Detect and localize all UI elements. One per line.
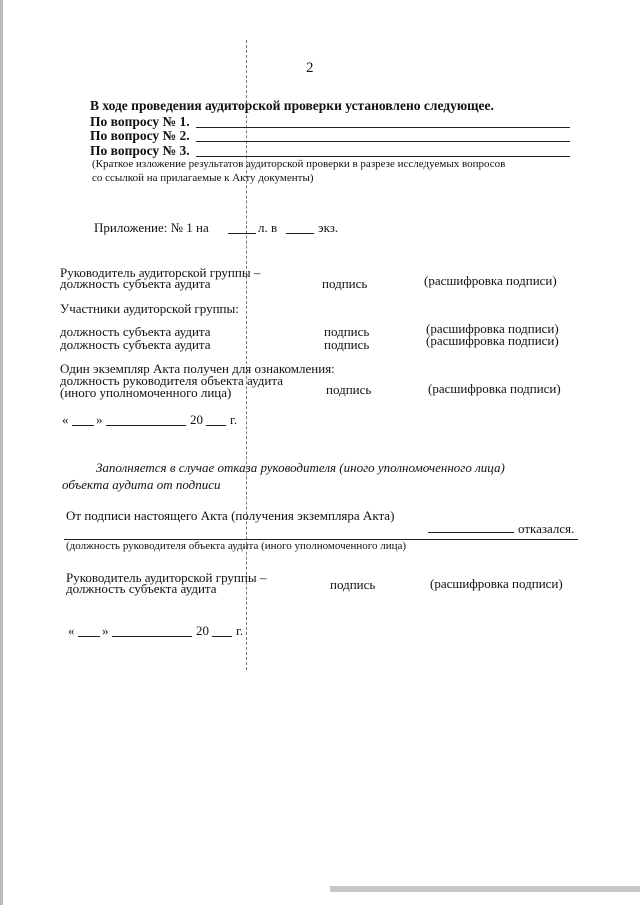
refusal-refused: отказался. bbox=[518, 521, 575, 536]
participants-heading: Участники аудиторской группы: bbox=[60, 301, 239, 316]
participant-1-decode: (расшифровка подписи) bbox=[426, 321, 559, 336]
date-1-year-prefix: 20 bbox=[190, 412, 203, 427]
leader-title: Руководитель аудиторской группы – bbox=[60, 265, 261, 280]
date-2-open-quote: « bbox=[68, 623, 75, 638]
date-1-month-blank bbox=[106, 425, 186, 426]
question-2-line bbox=[196, 141, 570, 142]
findings-heading: В ходе проведения аудиторской проверки установлено следующее. bbox=[90, 98, 494, 113]
participant-2-sign: подпись bbox=[324, 337, 370, 352]
scan-edge bbox=[0, 0, 3, 905]
date-1-close-quote: » bbox=[96, 412, 103, 427]
date-2-g: г. bbox=[236, 623, 244, 638]
refusal-italic-line-1: Заполняется в случае отказа руководителя (иного уполномоченного лица) bbox=[96, 460, 505, 475]
leader-2-role: должность субъекта аудита bbox=[66, 581, 217, 596]
participant-1-sign: подпись bbox=[324, 324, 370, 339]
date-1-open-quote: « bbox=[62, 412, 69, 427]
attachment-pages-blank bbox=[228, 233, 256, 234]
scan-shadow bbox=[330, 886, 640, 892]
date-1-day-blank bbox=[72, 425, 94, 426]
question-1-line bbox=[196, 127, 570, 128]
attachment-mid: л. в bbox=[258, 220, 278, 235]
participant-2-role: должность субъекта аудита bbox=[60, 337, 211, 352]
refusal-statement: От подписи настоящего Акта (получения экземпляра Акта) bbox=[66, 508, 395, 523]
date-2-close-quote: » bbox=[102, 623, 109, 638]
copy-received-decode: (расшифровка подписи) bbox=[428, 381, 561, 396]
leader-2-title: Руководитель аудиторской группы – bbox=[66, 570, 267, 585]
attachment-suffix: экз. bbox=[318, 220, 339, 235]
date-1-g: г. bbox=[230, 412, 238, 427]
question-3-line bbox=[196, 156, 570, 157]
question-3-label: По вопросу № 3. bbox=[90, 143, 190, 158]
refusal-name-line bbox=[428, 532, 514, 533]
copy-received-sign: подпись bbox=[326, 382, 372, 397]
date-2-day-blank bbox=[78, 636, 100, 637]
copy-received-line-1: Один экземпляр Акта получен для ознакомления: bbox=[60, 361, 335, 376]
leader-role: должность субъекта аудита bbox=[60, 276, 211, 291]
participant-2-decode: (расшифровка подписи) bbox=[426, 333, 559, 348]
question-1-label: По вопросу № 1. bbox=[90, 114, 190, 129]
copy-received-line-2: должность руководителя объекта аудита bbox=[60, 373, 283, 388]
refusal-caption: (должность руководителя объекта аудита (иного уполномоченного лица) bbox=[66, 540, 407, 552]
date-2-year-prefix: 20 bbox=[196, 623, 209, 638]
leader-sign: подпись bbox=[322, 276, 368, 291]
attachment-prefix: Приложение: № 1 на bbox=[94, 220, 209, 235]
copy-received-line-3: (иного уполномоченного лица) bbox=[60, 385, 232, 400]
date-1-year-blank bbox=[206, 425, 226, 426]
leader-2-decode: (расшифровка подписи) bbox=[430, 576, 563, 591]
findings-note-line-2: со ссылкой на прилагаемые к Акту документы) bbox=[92, 172, 314, 184]
page-number: 2 bbox=[306, 60, 314, 76]
leader-2-sign: подпись bbox=[330, 577, 376, 592]
attachment-copies-blank bbox=[286, 233, 314, 234]
refusal-italic-line-2: объекта аудита от подписи bbox=[62, 477, 221, 492]
leader-decode: (расшифровка подписи) bbox=[424, 273, 557, 288]
date-2-year-blank bbox=[212, 636, 232, 637]
question-2-label: По вопросу № 2. bbox=[90, 128, 190, 143]
findings-note-line-1: (Краткое изложение результатов аудиторской проверки в разрезе исследуемых вопросов bbox=[92, 158, 506, 170]
participant-1-role: должность субъекта аудита bbox=[60, 324, 211, 339]
date-2-month-blank bbox=[112, 636, 192, 637]
